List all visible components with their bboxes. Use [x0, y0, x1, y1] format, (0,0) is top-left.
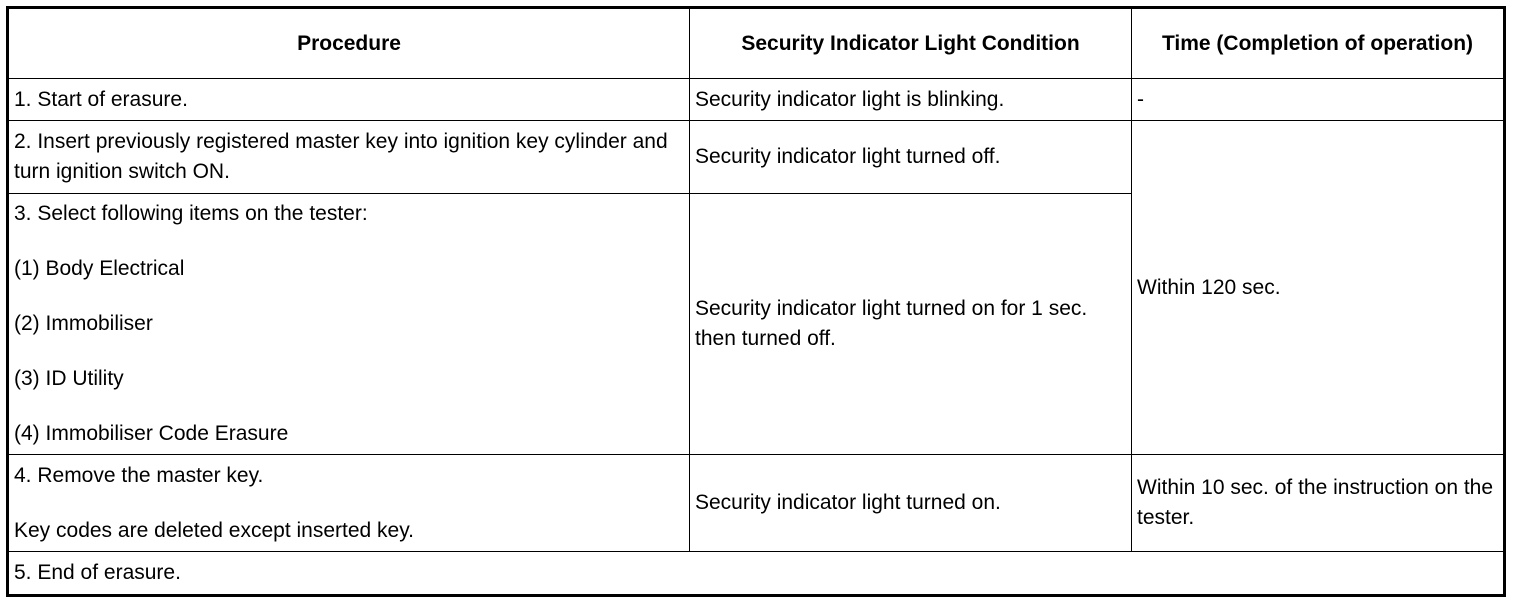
time-text: - — [1137, 87, 1144, 111]
condition-text: Security indicator light turned on for 1 sec. then turned off. — [695, 297, 1088, 350]
condition-text: Security indicator light is blinking. — [695, 87, 1005, 111]
procedure-step-2: 2. Insert previously registered master key into ignition key cylinder and turn ignition switch ON. — [14, 130, 668, 183]
tester-menu-list — [14, 199, 684, 449]
condition-cell — [690, 121, 1132, 194]
table-row — [8, 455, 1505, 552]
list-item: (1) Body Electrical — [14, 257, 185, 280]
procedure-cell — [8, 79, 690, 121]
procedure-cell — [8, 194, 690, 455]
time-cell — [1132, 121, 1505, 455]
procedure-cell — [8, 552, 1505, 596]
header-condition: Security Indicator Light Condition — [690, 8, 1132, 79]
table-header-row — [8, 8, 1505, 79]
table-row — [8, 552, 1505, 596]
procedure-table — [6, 6, 1506, 597]
list-item: (3) ID Utility — [14, 367, 124, 390]
time-cell — [1132, 79, 1505, 121]
procedure-step-1: 1. Start of erasure. — [14, 87, 188, 111]
condition-text: Security indicator light turned off. — [695, 145, 1001, 168]
procedure-step-4: 4. Remove the master key. — [14, 463, 264, 487]
condition-cell — [690, 194, 1132, 455]
condition-cell — [690, 79, 1132, 121]
list-item: (4) Immobiliser Code Erasure — [14, 422, 289, 445]
procedure-step-5: 5. End of erasure. — [14, 561, 181, 584]
time-cell — [1132, 455, 1505, 552]
procedure-note: Key codes are deleted except inserted key. — [14, 518, 415, 542]
time-text: Within 10 sec. of the instruction on the tester. — [1137, 476, 1494, 529]
table-row — [8, 121, 1505, 194]
procedure-step-4-group — [14, 461, 684, 546]
procedure-cell — [8, 121, 690, 194]
procedure-step-3: 3. Select following items on the tester: — [14, 202, 368, 225]
procedure-cell — [8, 455, 690, 552]
header-procedure: Procedure — [8, 8, 690, 79]
time-text: Within 120 sec. — [1137, 275, 1281, 299]
table-row — [8, 79, 1505, 121]
condition-cell — [690, 455, 1132, 552]
header-time: Time (Completion of operation) — [1132, 8, 1505, 79]
list-item: (2) Immobiliser — [14, 312, 153, 335]
condition-text: Security indicator light turned on. — [695, 491, 1001, 514]
